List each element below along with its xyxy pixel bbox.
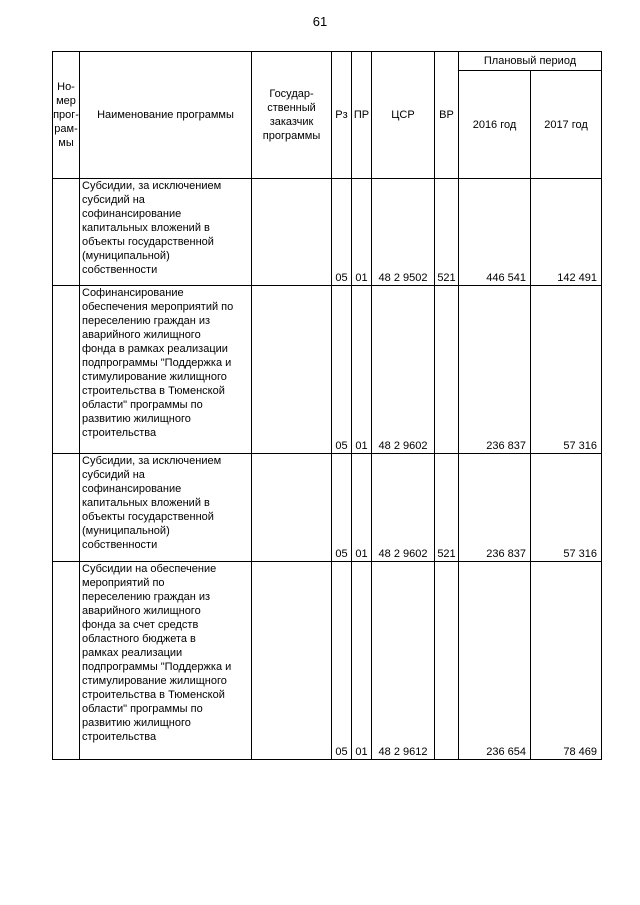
amount-2016-cell: 236 654 <box>459 562 531 760</box>
rz-cell: 05 <box>332 454 352 562</box>
header-year-2016: 2016 год <box>459 71 531 179</box>
program-name-cell: Субсидии на обеспечение мероприятий по переселению граждан из аварийного жилищного фонда за счет средств областного бюджета в рамках реализации подпрограммы "Поддержка и стимулирование жилищного строительства в Тюменской области" программы по развитию жилищного строительства <box>80 562 252 760</box>
customer-cell <box>252 562 332 760</box>
program-number-cell <box>53 454 80 562</box>
customer-cell <box>252 179 332 286</box>
amount-2016-cell: 236 837 <box>459 454 531 562</box>
header-state-customer: Государ- ственный заказчик программы <box>252 52 332 179</box>
rz-cell: 05 <box>332 286 352 454</box>
program-number-cell <box>53 286 80 454</box>
csr-cell: 48 2 9502 <box>372 179 435 286</box>
pr-cell: 01 <box>352 562 372 760</box>
pr-cell: 01 <box>352 454 372 562</box>
header-program-number: Но- мер прог- рам- мы <box>53 52 80 179</box>
header-program-name: Наименование программы <box>80 52 252 179</box>
program-number-cell <box>53 179 80 286</box>
customer-cell <box>252 286 332 454</box>
header-vr: ВР <box>435 52 459 179</box>
header-rz: Рз <box>332 52 352 179</box>
rz-cell: 05 <box>332 562 352 760</box>
vr-cell: 521 <box>435 179 459 286</box>
header-csr: ЦСР <box>372 52 435 179</box>
program-name-cell: Софинансирование обеспечения мероприятий по переселению граждан из аварийного жилищного фонда в рамках реализации подпрограммы "Поддержка и стимулирование жилищного строительства в Тюменской области" программы по развитию жилищного строительства <box>80 286 252 454</box>
amount-2017-cell: 142 491 <box>531 179 602 286</box>
table-row <box>53 286 602 454</box>
pr-cell: 01 <box>352 179 372 286</box>
amount-2017-cell: 57 316 <box>531 286 602 454</box>
csr-cell: 48 2 9602 <box>372 286 435 454</box>
table-row <box>53 454 602 562</box>
amount-2017-cell: 78 469 <box>531 562 602 760</box>
vr-cell <box>435 286 459 454</box>
page-number: 61 <box>312 14 328 29</box>
amount-2017-cell: 57 316 <box>531 454 602 562</box>
rz-cell: 05 <box>332 179 352 286</box>
header-row-top <box>53 52 602 71</box>
amount-2016-cell: 236 837 <box>459 286 531 454</box>
table-row <box>53 562 602 760</box>
table-row <box>53 179 602 286</box>
budget-table <box>52 51 602 760</box>
csr-cell: 48 2 9612 <box>372 562 435 760</box>
vr-cell <box>435 562 459 760</box>
customer-cell <box>252 454 332 562</box>
header-pr: ПР <box>352 52 372 179</box>
pr-cell: 01 <box>352 286 372 454</box>
vr-cell: 521 <box>435 454 459 562</box>
csr-cell: 48 2 9602 <box>372 454 435 562</box>
header-planned-period: Плановый период <box>459 52 602 71</box>
amount-2016-cell: 446 541 <box>459 179 531 286</box>
program-name-cell: Субсидии, за исключением субсидий на софинансирование капитальных вложений в объекты государственной (муниципальной) собственности <box>80 454 252 562</box>
program-name-cell: Субсидии, за исключением субсидий на софинансирование капитальных вложений в объекты государственной (муниципальной) собственности <box>80 179 252 286</box>
program-number-cell <box>53 562 80 760</box>
header-year-2017: 2017 год <box>531 71 602 179</box>
